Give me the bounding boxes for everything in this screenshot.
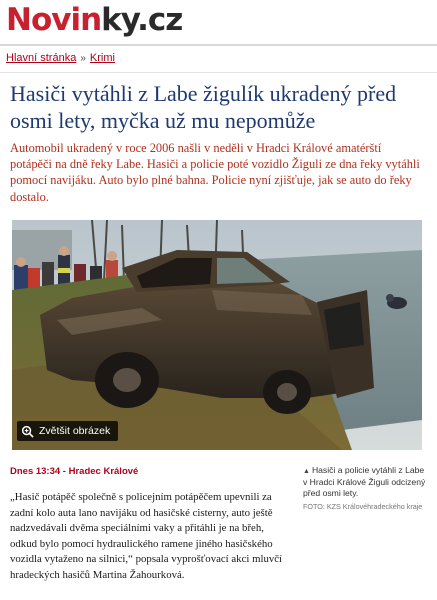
zoom-image-button[interactable] [17,421,118,441]
article-perex: Automobil ukradený v roce 2006 našli v neděli v Hradci Králové amatérští potápěči na dně řeky Labe. Hasiči a policie poté vozidlo Žiguli ze dna řeky vytáhli pomocí navijáku. Auto bylo plné bahna. Policie nyní zjišťuje, jak se auto do řeky dostalo. [10,141,420,204]
caption-text: Hasiči a policie vytáhli z Labe v Hradci Králové Žiguli odcizený před osmi lety. [303,465,426,498]
article-body: „Hasič potápěč společně s policejním potápěčem upevnili za zadní kolo auta lano navijáku od hasičské cisterny, auto ještě nadzvedávali dvěma speciálními vaky a přitáhli je na břeh, odkud bylo pomocí hydraulického ramene jiného hasičského vozidla vytaženo na silnici,“ popsala vyprošťovací akci mluvčí hradeckých hasičů Martina Žahourková. [10,491,283,581]
article-photo[interactable] [12,220,422,450]
article-title: Hasiči vytáhli z Labe žigulík ukradený před osmi lety, myčka už mu nepomůže [10,81,397,133]
caption-triangle-icon: ▲ [303,468,310,475]
photo-caption [303,465,428,512]
site-logo[interactable] [6,0,182,40]
article-meta: Dnes 13:34 - Hradec Králové [10,466,139,477]
photo-credit: FOTO: KZS Královéhradeckého kraje [303,502,423,511]
breadcrumb [6,51,115,66]
header-divider [0,44,437,46]
breadcrumb-divider [0,72,437,73]
magnifier-icon [21,425,34,438]
breadcrumb-section-link[interactable]: Krimi [89,52,115,64]
logo-part-red: Novin [6,2,102,38]
zoom-image-label: Zvětšit obrázek [39,425,111,437]
photo-illustration [12,220,422,450]
breadcrumb-home-link[interactable]: Hlavní stránka [6,52,77,64]
breadcrumb-separator: » [80,53,86,64]
logo-part-dark: ky.cz [101,2,183,38]
